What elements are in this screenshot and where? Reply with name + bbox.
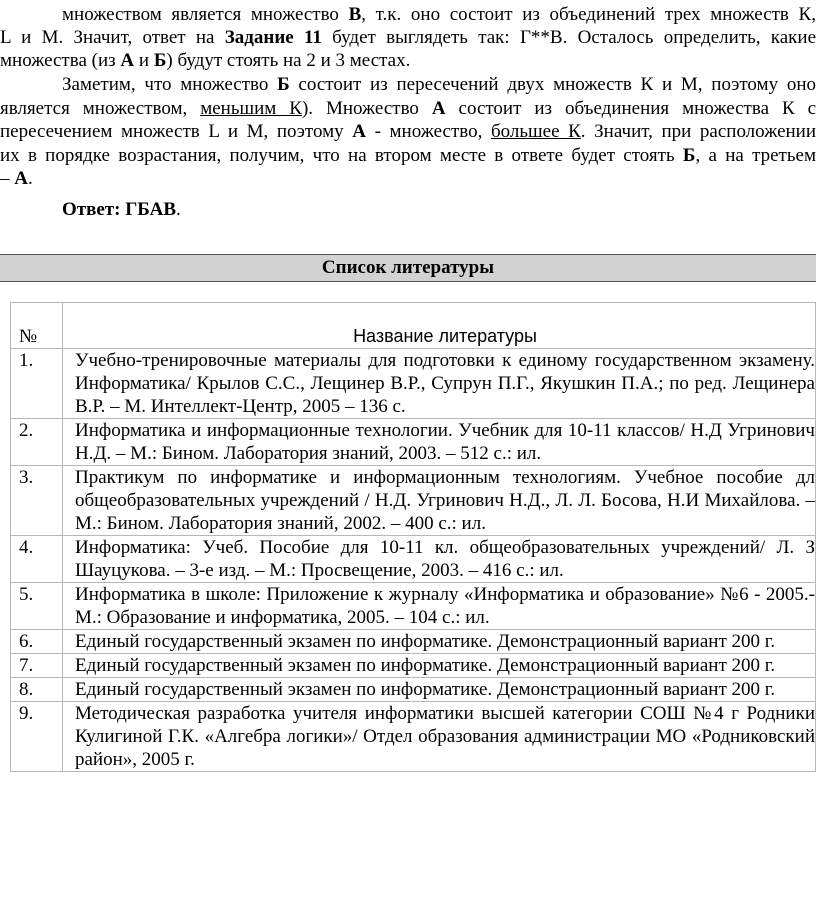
- row-title: [63, 678, 816, 702]
- bibliography-heading: Список литературы: [0, 254, 816, 282]
- row-title: [63, 654, 816, 678]
- row-number: 1.: [11, 349, 63, 419]
- row-title-text: Информатика и информационные технологии. Учебник для 10-11 классов/ Н.Д Угринович Н.Д. – М.: Бином. Лаборатория знаний, 2003. – 512 с.: ил.: [75, 420, 815, 464]
- row-number: 9.: [11, 702, 63, 772]
- row-number: 3.: [11, 466, 63, 536]
- paragraph-1-line-3: множества (из А и Б) будут стоять на 2 и 3 местах.: [0, 50, 411, 71]
- table-row: [11, 466, 816, 536]
- row-number: 8.: [11, 678, 63, 702]
- row-title: [63, 630, 816, 654]
- row-title-text: Единый государственный экзамен по информатике. Демонстрационный вариант 200 г.: [75, 679, 776, 700]
- table-row: [11, 419, 816, 466]
- row-title: [63, 536, 816, 583]
- row-number: 4.: [11, 536, 63, 583]
- row-title-text: Методическая разработка учителя информатики высшей категории СОШ №4 г Родники Кулигиной Г.К. «Алгебра логики»/ Отдел образования администрации МО «Родниковский район», 2005 г.: [75, 703, 815, 770]
- row-title-text: Информатика: Учеб. Пособие для 10-11 кл. общеобразовательных учреждений/ Л. З Шауцукова. – 3-е изд. – М.: Просвещение, 2003. – 416 с.: ил.: [75, 537, 815, 581]
- table-row: [11, 583, 816, 630]
- table-row: [11, 654, 816, 678]
- row-title-text: Учебно-тренировочные материалы для подготовки к единому государственном экзамену. Информатика/ Крылов С.С., Лещинер В.Р., Супрун П.Г., Якушкин П.А.; по ред. Лещинера В.Р. – М. Интеллект-Центр, 2005 – 136 с.: [75, 350, 815, 417]
- row-title: [63, 349, 816, 419]
- row-title-text: Практикум по информатике и информационным технологиям. Учебное пособие дл общеобразовательных учреждений / Н.Д. Угринович Н.Д., Л. Л. Босова, Н.И Михайлова. – М.: Бином. Лаборатория знаний, 2002. – 400 с.: ил.: [75, 467, 815, 534]
- paragraph-2-line-1: Заметим, что множество Б состоит из пересечений двух множеств К и М, поэтому оно: [62, 74, 816, 95]
- row-title-text: Единый государственный экзамен по информатике. Демонстрационный вариант 200 г.: [75, 655, 776, 676]
- row-number: 2.: [11, 419, 63, 466]
- row-title-text: Информатика в школе: Приложение к журналу «Информатика и образование» №6 - 2005.- М.: Образование и информатика, 2005. – 104 с.: ил.: [75, 584, 815, 628]
- row-title: [63, 702, 816, 772]
- row-title: [63, 466, 816, 536]
- table-row: [11, 630, 816, 654]
- paragraph-2-line-3: пересечением множеств L и М, поэтому А - множество, большее К. Значит, при расположении: [0, 121, 816, 142]
- paragraph-2-line-2: является множеством, меньшим К). Множество А состоит из объединения множества К с: [0, 98, 816, 119]
- row-number: 6.: [11, 630, 63, 654]
- row-number: 5.: [11, 583, 63, 630]
- paragraph-2-line-4: их в порядке возрастания, получим, что на втором месте в ответе будет стоять Б, а на третьем: [0, 145, 816, 166]
- paragraph-1-line-2: L и М. Значит, ответ на Задание 11 будет выглядеть так: Г**В. Осталось определить, какие: [0, 27, 816, 48]
- header-number: №: [11, 303, 63, 349]
- row-title: [63, 419, 816, 466]
- table-row: [11, 349, 816, 419]
- table-header-row: [11, 303, 816, 349]
- row-title-text: Единый государственный экзамен по информатике. Демонстрационный вариант 200 г.: [75, 631, 776, 652]
- table-row: [11, 702, 816, 772]
- bibliography-table: [10, 302, 816, 772]
- header-title: Название литературы: [63, 303, 816, 349]
- paragraph-1-line-1: множеством является множество В, т.к. оно состоит из объединений трех множеств К,: [62, 4, 816, 25]
- row-title: [63, 583, 816, 630]
- answer-line: Ответ: ГБАВ.: [62, 199, 181, 220]
- table-row: [11, 536, 816, 583]
- table-row: [11, 678, 816, 702]
- row-number: 7.: [11, 654, 63, 678]
- paragraph-2-line-5: – А.: [0, 168, 33, 189]
